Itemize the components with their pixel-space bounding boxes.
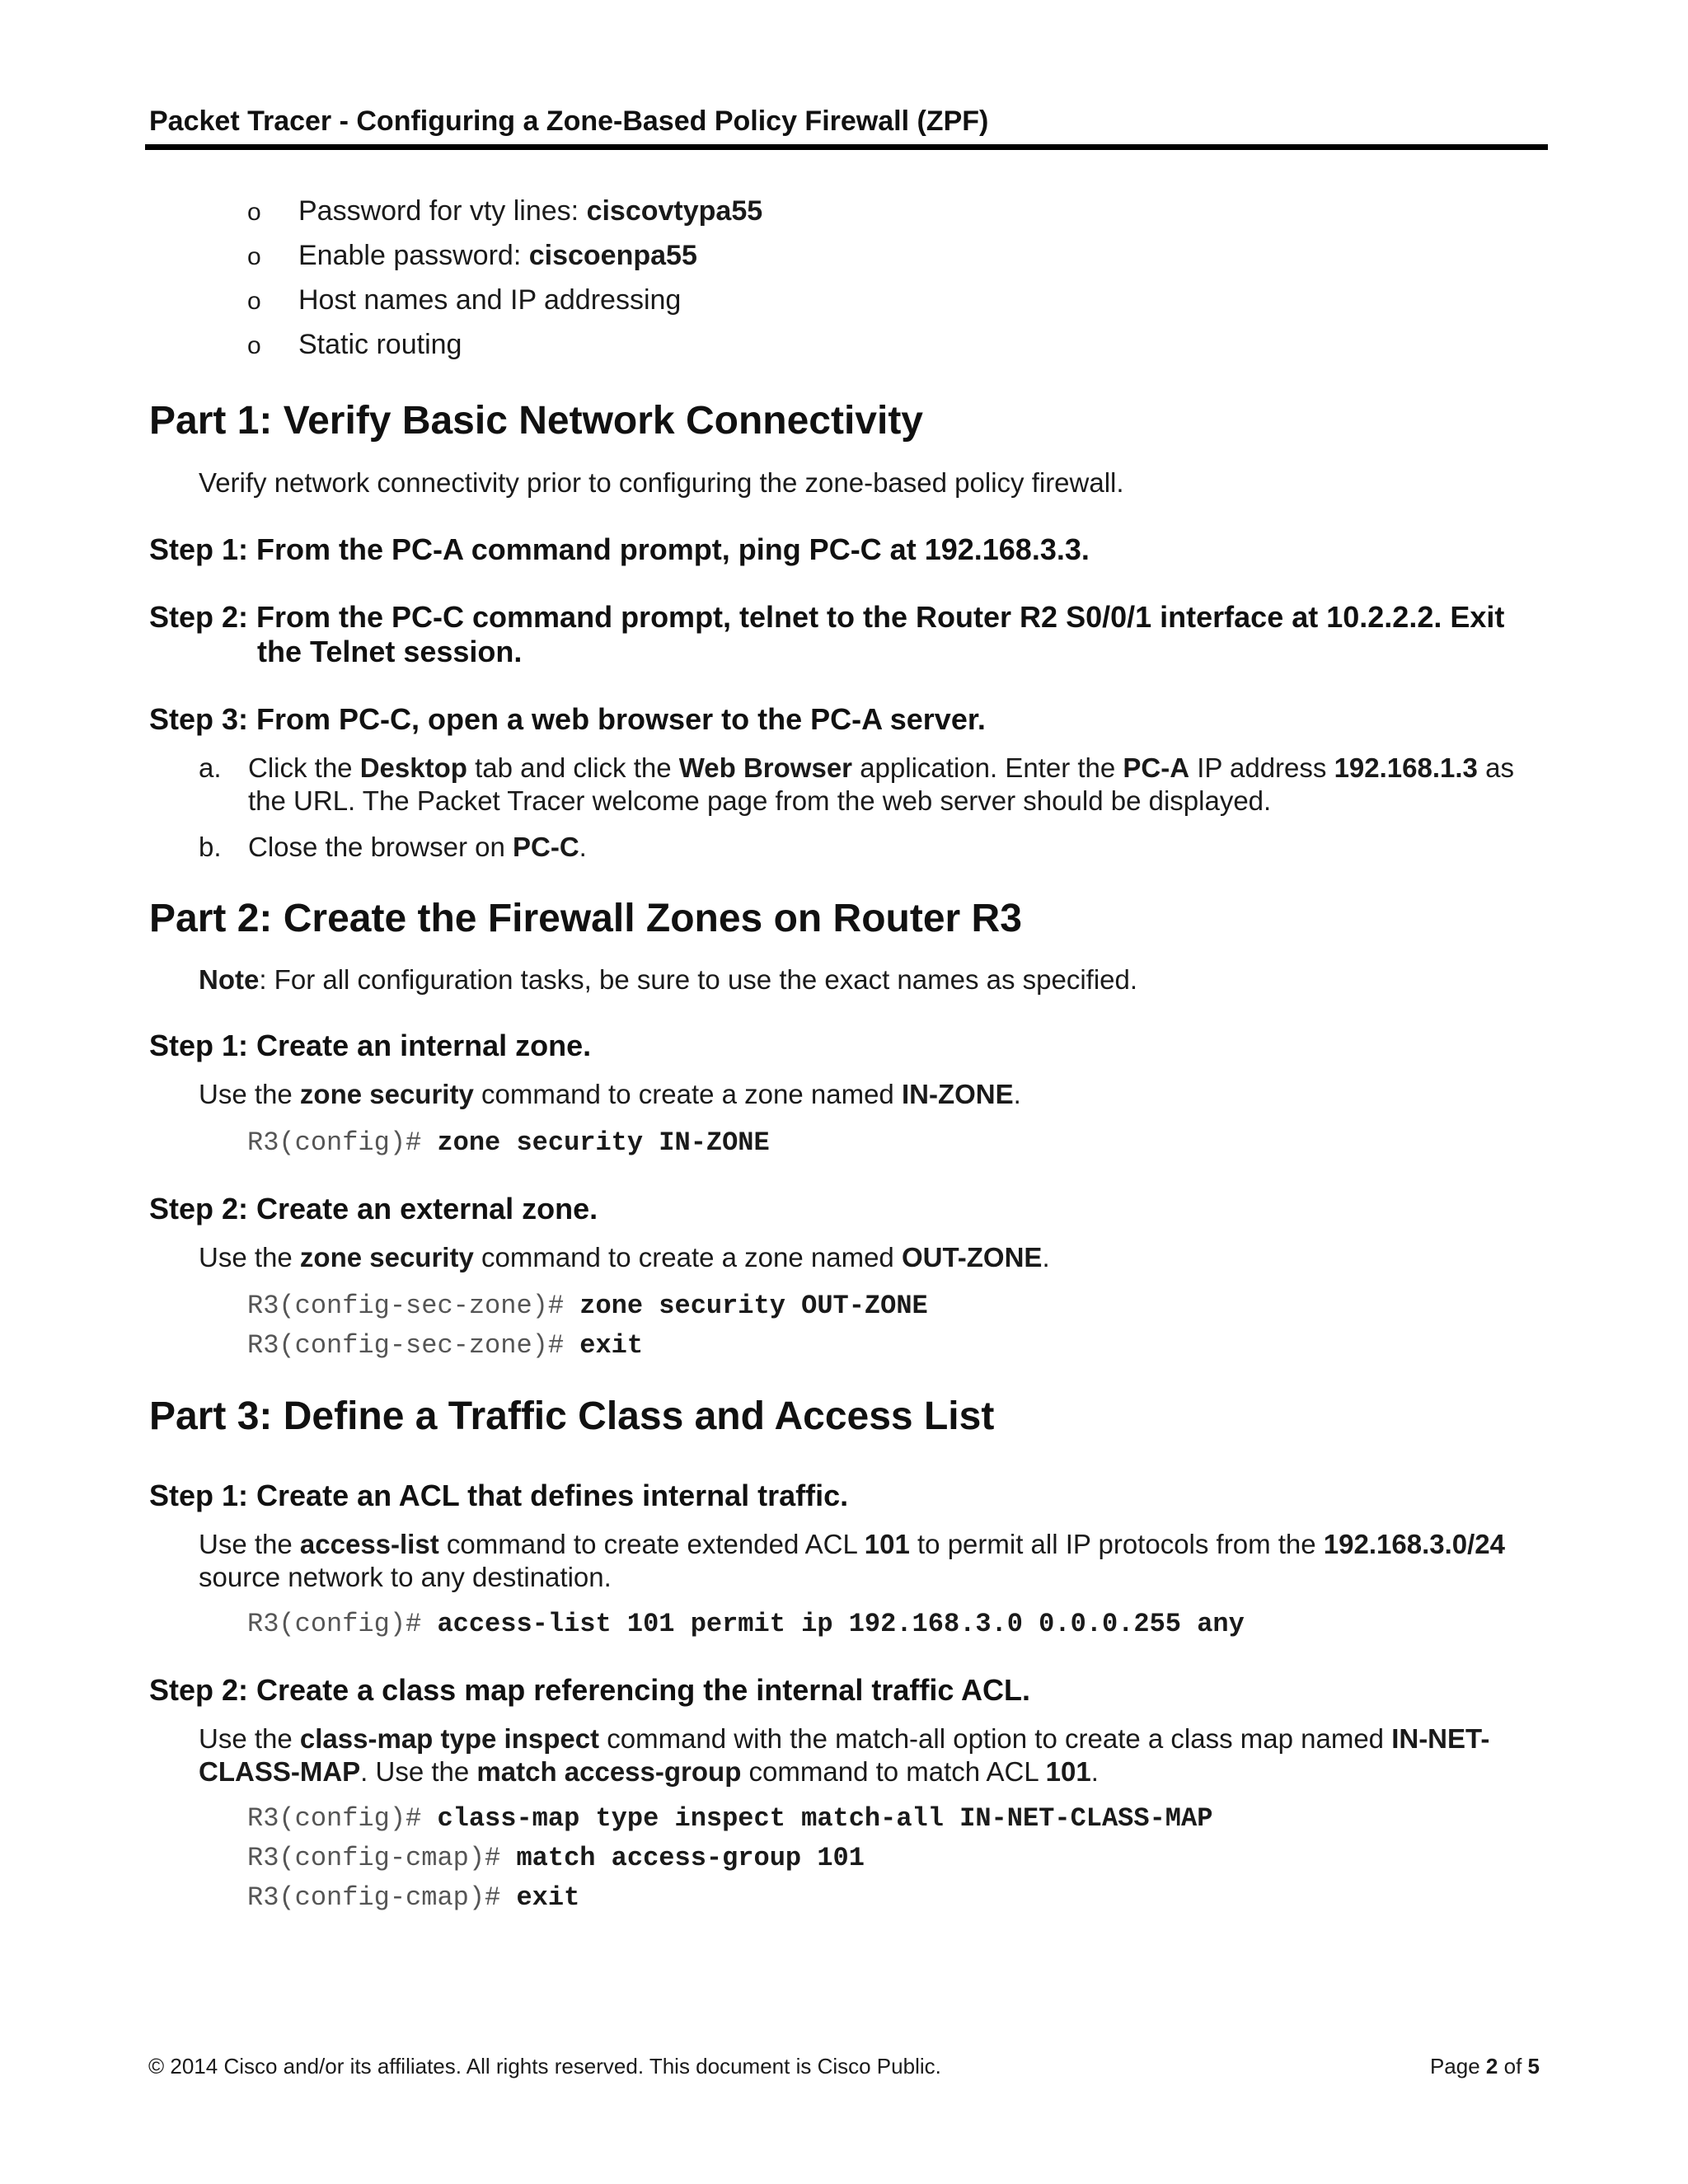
footer-page-number: Page 2 of 5 <box>1429 2054 1540 2079</box>
part1-heading: Part 1: Verify Basic Network Connectivity <box>149 399 923 443</box>
header-divider <box>145 144 1548 150</box>
list-item <box>247 284 762 329</box>
list-item <box>247 195 762 240</box>
part3-step1-heading: Step 1: Create an ACL that defines internal traffic. <box>149 1479 849 1512</box>
code-line: R3(config)# class-map type inspect match-all IN-NET-CLASS-MAP <box>247 1803 1213 1834</box>
part2-step2-text: Use the zone security command to create a zone named OUT-ZONE. <box>199 1242 1050 1272</box>
list-letter: a. <box>199 752 222 783</box>
list-letter: b. <box>199 832 222 862</box>
part1-step3-heading: Step 3: From PC-C, open a web browser to the PC-A server. <box>149 702 986 736</box>
part2-heading: Part 2: Create the Firewall Zones on Router R3 <box>149 897 1022 940</box>
part2-note: Note: For all configuration tasks, be sure to use the exact names as specified. <box>199 964 1138 995</box>
bullet-text: Password for vty lines: <box>298 195 587 227</box>
part1-step2-heading: Step 2: From the PC-C command prompt, telnet to the Router R2 S0/0/1 interface at 10.2.2.2. Exit <box>149 600 1505 634</box>
bullet-text: Static routing <box>298 329 462 360</box>
part3-step1-text: Use the access-list command to create extended ACL 101 to permit all IP protocols from the 192.168.3.0/24 source network to any destination. <box>199 1529 1505 1592</box>
part2-step1-heading: Step 1: Create an internal zone. <box>149 1029 592 1062</box>
bullet-icon: o <box>247 199 261 226</box>
part3-heading: Part 3: Define a Traffic Class and Access List <box>149 1394 995 1438</box>
part2-step2-heading: Step 2: Create an external zone. <box>149 1192 598 1226</box>
part3-step2-text: Use the class-map type inspect command with the match-all option to create a class map named IN-NET- CLASS-MAP. Use the match access-group command to match ACL 101. <box>199 1723 1490 1787</box>
part2-step1-text: Use the zone security command to create a zone named IN-ZONE. <box>199 1079 1021 1109</box>
list-item <box>199 831 1514 864</box>
part1-step1-heading: Step 1: From the PC-A command prompt, ping PC-C at 192.168.3.3. <box>149 532 1090 566</box>
part1-step3-list <box>199 752 1514 864</box>
list-item <box>199 752 1514 818</box>
code-line: R3(config)# access-list 101 permit ip 192.168.3.0 0.0.0.255 any <box>247 1609 1245 1639</box>
part1-step2-heading-cont: the Telnet session. <box>257 635 523 668</box>
list-item-text: Click the Desktop tab and click the Web Browser application. Enter the PC-A IP address 192.168.1.3 as the URL. The Packet Tracer welcome page from the web server should be displayed. <box>248 752 1514 816</box>
bullet-icon: o <box>247 243 261 270</box>
code-line: R3(config-cmap)# match access-group 101 <box>247 1843 865 1873</box>
footer-copyright: © 2014 Cisco and/or its affiliates. All rights reserved. This document is Cisco Public. <box>148 2054 941 2079</box>
code-line: R3(config-cmap)# exit <box>247 1882 580 1913</box>
bullet-value: ciscoenpa55 <box>528 240 697 271</box>
part3-step2-heading: Step 2: Create a class map referencing the internal traffic ACL. <box>149 1673 1030 1707</box>
list-item <box>247 240 762 284</box>
page-header-title: Packet Tracer - Configuring a Zone-Based Policy Firewall (ZPF) <box>149 105 989 137</box>
list-item <box>247 329 762 373</box>
bullet-icon: o <box>247 288 261 315</box>
requirements-list <box>247 195 762 373</box>
code-line: R3(config)# zone security IN-ZONE <box>247 1127 770 1158</box>
bullet-value: ciscovtypa55 <box>586 195 763 227</box>
part1-intro: Verify network connectivity prior to configuring the zone-based policy firewall. <box>199 467 1124 498</box>
bullet-text: Host names and IP addressing <box>298 284 682 316</box>
code-line: R3(config-sec-zone)# zone security OUT-ZONE <box>247 1291 928 1321</box>
bullet-text: Enable password: <box>298 240 529 271</box>
list-item-text: Close the browser on PC-C. <box>248 832 587 862</box>
code-line: R3(config-sec-zone)# exit <box>247 1330 644 1361</box>
bullet-icon: o <box>247 332 261 359</box>
